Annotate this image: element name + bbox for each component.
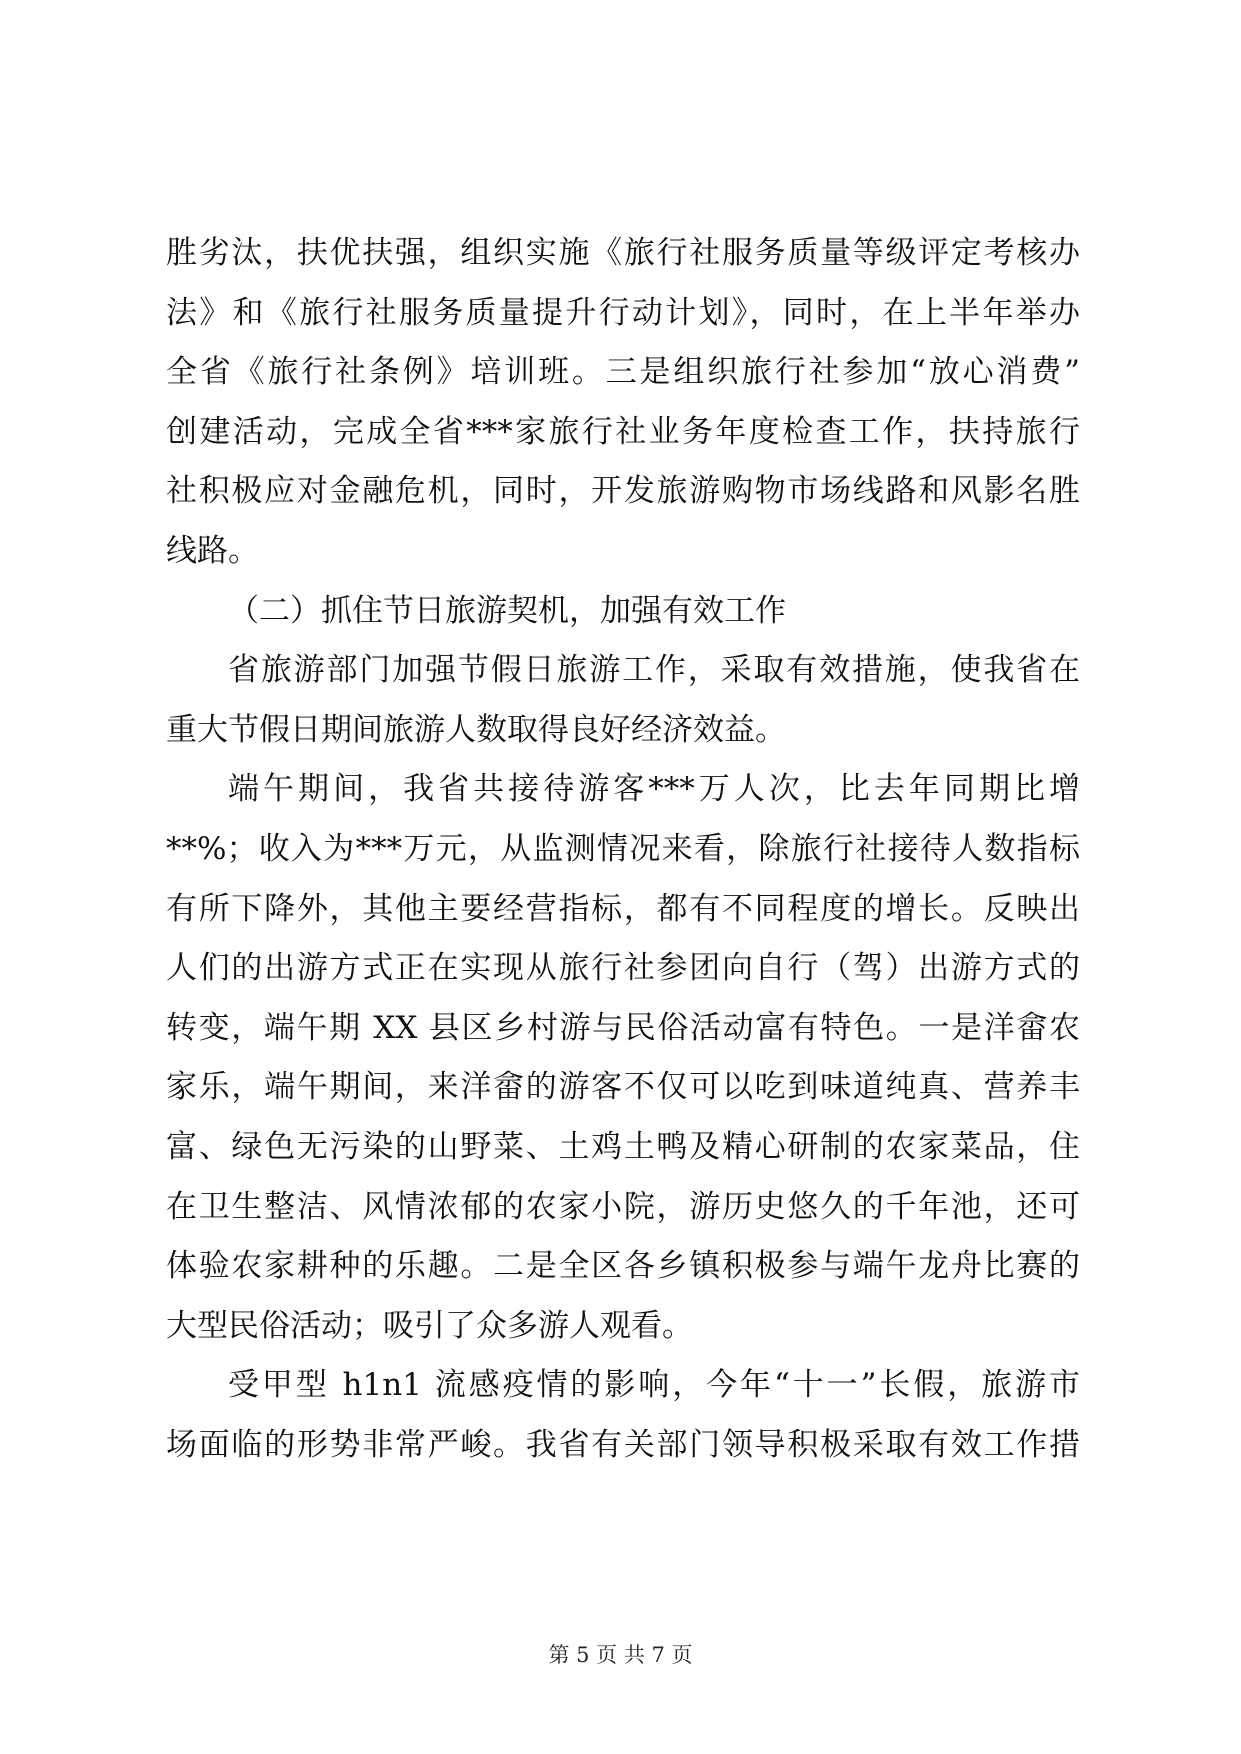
text-line-14: 转变，端午期 XX 县区乡村游与民俗活动富有特色。一是洋畲农	[166, 1009, 1080, 1046]
text-line-13: 人们的出游方式正在实现从旅行社参团向自行（驾）出游方式的	[166, 950, 1080, 987]
text-line-20: 受甲型 h1n1 流感疫情的影响，今年“十一”长假，旅游市	[228, 1367, 1080, 1404]
text-line-9: 重大节假日期间旅游人数取得良好经济效益。	[166, 711, 786, 748]
text-line-19: 大型民俗活动；吸引了众多游人观看。	[166, 1307, 693, 1344]
text-line-5: 社积极应对金融危机，同时，开发旅游购物市场线路和风影名胜	[166, 473, 1080, 510]
document-body	[166, 224, 1080, 1475]
text-line-16: 富、绿色无污染的山野菜、土鸡土鸭及精心研制的农家菜品，住	[166, 1128, 1080, 1165]
text-line-8: 省旅游部门加强节假日旅游工作，采取有效措施，使我省在	[228, 652, 1080, 689]
text-line-11: **%；收入为***万元，从监测情况来看，除旅行社接待人数指标	[166, 830, 1080, 867]
text-line-15: 家乐，端午期间，来洋畲的游客不仅可以吃到味道纯真、营养丰	[166, 1069, 1080, 1106]
text-line-10: 端午期间，我省共接待游客***万人次，比去年同期比增	[228, 771, 1080, 808]
text-line-17: 在卫生整洁、风情浓郁的农家小院，游历史悠久的千年池，还可	[166, 1188, 1080, 1225]
text-line-12: 有所下降外，其他主要经营指标，都有不同程度的增长。反映出	[166, 890, 1080, 927]
text-line-2: 法》和《旅行社服务质量提升行动计划》，同时，在上半年举办	[166, 294, 1080, 331]
text-line-1: 胜劣汰，扶优扶强，组织实施《旅行社服务质量等级评定考核办	[166, 235, 1080, 271]
section-heading: （二）抓住节日旅游契机，加强有效工作	[228, 592, 786, 629]
page-footer: 第 5 页 共 7 页	[548, 1643, 693, 1667]
text-line-18: 体验农家耕种的乐趣。二是全区各乡镇积极参与端午龙舟比赛的	[166, 1248, 1080, 1285]
text-line-4: 创建活动，完成全省***家旅行社业务年度检查工作，扶持旅行	[166, 413, 1080, 450]
text-line-3: 全省《旅行社条例》培训班。三是组织旅行社参加“放心消费”	[166, 354, 1080, 391]
text-line-21: 场面临的形势非常严峻。我省有关部门领导积极采取有效工作措	[166, 1426, 1080, 1463]
text-line-6: 线路。	[166, 532, 259, 569]
